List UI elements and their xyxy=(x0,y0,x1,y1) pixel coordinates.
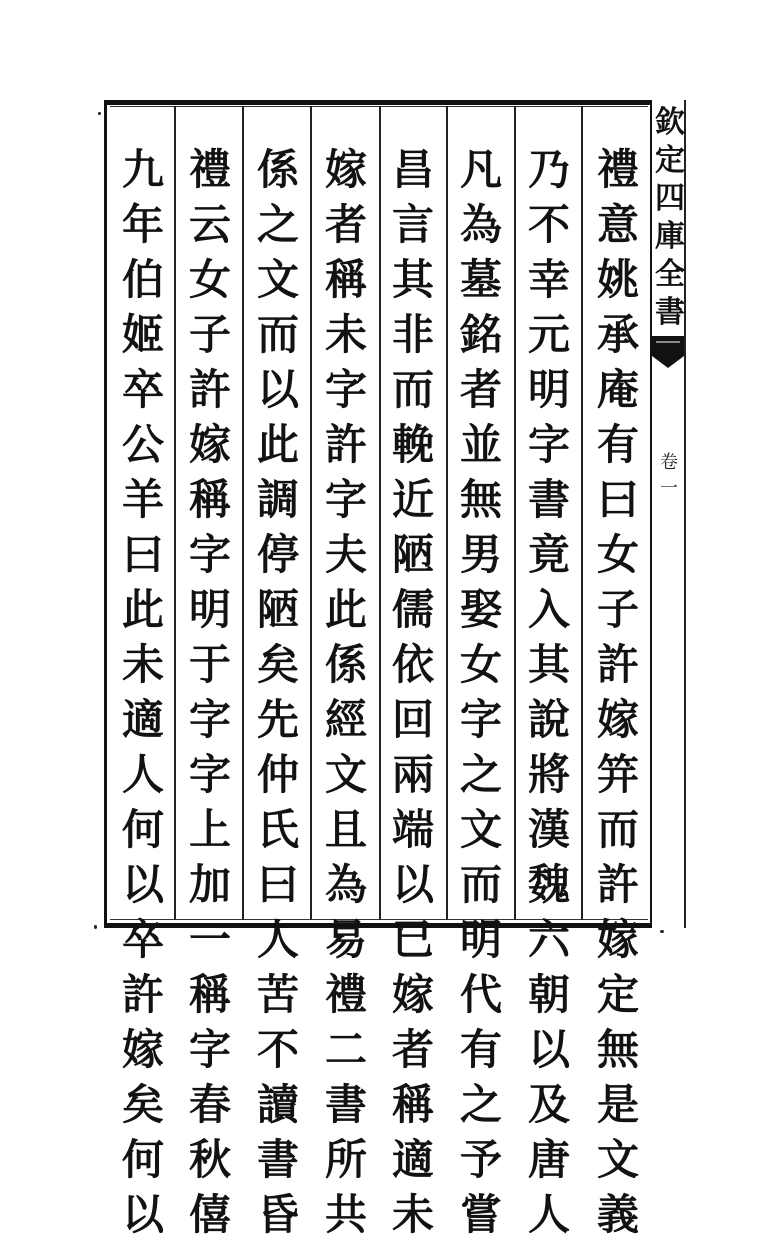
character: 文 xyxy=(596,1135,639,1184)
text-column-3 xyxy=(453,142,509,1239)
character: 字 xyxy=(188,530,231,579)
character: 陋 xyxy=(256,585,299,634)
title-character: 四 xyxy=(655,181,685,216)
character: 禮 xyxy=(324,970,367,1019)
character: 端 xyxy=(391,805,434,854)
character: 加 xyxy=(188,860,231,909)
character: 竟 xyxy=(527,530,570,579)
character: 笄 xyxy=(596,750,639,799)
character: 何 xyxy=(121,1135,164,1184)
character: 未 xyxy=(324,310,367,359)
character: 嫁 xyxy=(188,420,231,469)
character: 許 xyxy=(324,420,367,469)
character: 且 xyxy=(324,805,367,854)
title-character: 定 xyxy=(655,143,685,178)
character: 明 xyxy=(188,585,231,634)
character: 字 xyxy=(527,420,570,469)
character: 嫁 xyxy=(121,1025,164,1074)
character: 字 xyxy=(188,695,231,744)
character: 非 xyxy=(391,310,434,359)
character: 之 xyxy=(256,200,299,249)
character: 氏 xyxy=(256,805,299,854)
character: 易 xyxy=(324,915,367,964)
character: 矣 xyxy=(256,640,299,689)
character: 稱 xyxy=(188,475,231,524)
character: 讀 xyxy=(256,1080,299,1129)
character: 近 xyxy=(391,475,434,524)
character: 銘 xyxy=(459,310,502,359)
character: 文 xyxy=(256,255,299,304)
character: 停 xyxy=(256,530,299,579)
character: 姚 xyxy=(596,255,639,304)
character: 之 xyxy=(459,750,502,799)
column-rule xyxy=(174,106,176,920)
character: 許 xyxy=(596,640,639,689)
character: 嫁 xyxy=(596,695,639,744)
character: 書 xyxy=(256,1135,299,1184)
character: 女 xyxy=(596,530,639,579)
character: 上 xyxy=(188,805,231,854)
character: 卒 xyxy=(121,915,164,964)
character: 男 xyxy=(459,530,502,579)
character: 者 xyxy=(391,1025,434,1074)
character: 書 xyxy=(324,1080,367,1129)
character: 及 xyxy=(527,1080,570,1129)
character: 字 xyxy=(188,1025,231,1074)
character: 輓 xyxy=(391,420,434,469)
character: 嫁 xyxy=(324,145,367,194)
character: 者 xyxy=(459,365,502,414)
character: 年 xyxy=(121,200,164,249)
text-column-7 xyxy=(182,142,238,1239)
text-column-1 xyxy=(590,142,646,1239)
character: 未 xyxy=(121,640,164,689)
character: 依 xyxy=(391,640,434,689)
character: 未 xyxy=(391,1190,434,1239)
character: 明 xyxy=(527,365,570,414)
character: 昌 xyxy=(391,145,434,194)
character: 嫁 xyxy=(391,970,434,1019)
ink-speck xyxy=(94,925,97,929)
character: 其 xyxy=(391,255,434,304)
character: 人 xyxy=(121,750,164,799)
character: 云 xyxy=(188,200,231,249)
text-column-6 xyxy=(250,142,306,1239)
character: 而 xyxy=(459,860,502,909)
character: 予 xyxy=(459,1135,502,1184)
character: 明 xyxy=(459,915,502,964)
character: 女 xyxy=(459,640,502,689)
character: 調 xyxy=(256,475,299,524)
character: 曰 xyxy=(256,860,299,909)
character: 有 xyxy=(459,1025,502,1074)
character: 儒 xyxy=(391,585,434,634)
character: 墓 xyxy=(459,255,502,304)
character: 字 xyxy=(459,695,502,744)
character: 適 xyxy=(121,695,164,744)
character: 乃 xyxy=(527,145,570,194)
column-rule xyxy=(514,106,516,920)
character: 稱 xyxy=(188,970,231,1019)
title-character: 全 xyxy=(655,257,685,292)
column-rule xyxy=(581,106,583,920)
character: 娶 xyxy=(459,585,502,634)
character: 許 xyxy=(188,365,231,414)
character: 入 xyxy=(527,585,570,634)
margin-book-title xyxy=(652,104,688,332)
character: 于 xyxy=(188,640,231,689)
character: 為 xyxy=(459,200,502,249)
character: 凡 xyxy=(459,145,502,194)
character: 曰 xyxy=(121,530,164,579)
character: 而 xyxy=(256,310,299,359)
character: 禮 xyxy=(188,145,231,194)
character: 以 xyxy=(256,365,299,414)
character: 禮 xyxy=(596,145,639,194)
character: 係 xyxy=(324,640,367,689)
character: 九 xyxy=(121,145,164,194)
character: 代 xyxy=(459,970,502,1019)
title-character: 書 xyxy=(655,295,685,330)
character: 是 xyxy=(596,1080,639,1129)
character: 為 xyxy=(324,860,367,909)
character: 卒 xyxy=(121,365,164,414)
character: 嫁 xyxy=(596,915,639,964)
character: 文 xyxy=(459,805,502,854)
character: 此 xyxy=(324,585,367,634)
character: 漢 xyxy=(527,805,570,854)
character: 有 xyxy=(596,420,639,469)
fishtail-mark-icon xyxy=(652,334,684,374)
character: 夫 xyxy=(324,530,367,579)
character: 文 xyxy=(324,750,367,799)
title-character: 欽 xyxy=(655,105,685,140)
character: 昏 xyxy=(256,1190,299,1239)
character: 已 xyxy=(391,915,434,964)
ink-speck xyxy=(98,112,101,115)
character: 字 xyxy=(324,475,367,524)
character: 並 xyxy=(459,420,502,469)
character: 子 xyxy=(188,310,231,359)
character: 矣 xyxy=(121,1080,164,1129)
character: 係 xyxy=(256,145,299,194)
character: 先 xyxy=(256,695,299,744)
character: 無 xyxy=(459,475,502,524)
character: 曰 xyxy=(596,475,639,524)
character: 伯 xyxy=(121,255,164,304)
text-column-8 xyxy=(115,142,171,1239)
character: 苦 xyxy=(256,970,299,1019)
column-rule xyxy=(379,106,381,920)
character: 女 xyxy=(188,255,231,304)
character: 許 xyxy=(121,970,164,1019)
text-column-2 xyxy=(521,142,577,1239)
character: 秋 xyxy=(188,1135,231,1184)
margin-volume xyxy=(654,450,684,502)
character: 公 xyxy=(121,420,164,469)
character: 無 xyxy=(596,1025,639,1074)
character: 元 xyxy=(527,310,570,359)
character: 人 xyxy=(256,915,299,964)
character: 庵 xyxy=(596,365,639,414)
ink-speck xyxy=(660,930,664,933)
character: 嘗 xyxy=(459,1190,502,1239)
column-rule xyxy=(446,106,448,920)
character: 何 xyxy=(121,805,164,854)
character: 一 xyxy=(188,915,231,964)
character: 子 xyxy=(596,585,639,634)
character: 許 xyxy=(596,860,639,909)
character: 以 xyxy=(527,1025,570,1074)
character: 朝 xyxy=(527,970,570,1019)
character: 稱 xyxy=(324,255,367,304)
character: 陋 xyxy=(391,530,434,579)
column-rule xyxy=(242,106,244,920)
character: 以 xyxy=(121,860,164,909)
character: 而 xyxy=(596,805,639,854)
character: 姬 xyxy=(121,310,164,359)
character: 以 xyxy=(121,1190,164,1239)
character: 人 xyxy=(527,1190,570,1239)
character: 字 xyxy=(324,365,367,414)
character: 經 xyxy=(324,695,367,744)
character: 適 xyxy=(391,1135,434,1184)
character: 以 xyxy=(391,860,434,909)
character: 其 xyxy=(527,640,570,689)
character: 春 xyxy=(188,1080,231,1129)
character: 承 xyxy=(596,310,639,359)
character: 書 xyxy=(527,475,570,524)
character: 意 xyxy=(596,200,639,249)
character: 將 xyxy=(527,750,570,799)
character: 之 xyxy=(459,1080,502,1129)
character: 而 xyxy=(391,365,434,414)
character: 所 xyxy=(324,1135,367,1184)
character: 唐 xyxy=(527,1135,570,1184)
character: 不 xyxy=(256,1025,299,1074)
character: 僖 xyxy=(188,1190,231,1239)
column-rule xyxy=(310,106,312,920)
character: 回 xyxy=(391,695,434,744)
volume-character: 卷 xyxy=(660,452,678,473)
character: 羊 xyxy=(121,475,164,524)
character: 此 xyxy=(121,585,164,634)
character: 定 xyxy=(596,970,639,1019)
character: 言 xyxy=(391,200,434,249)
character: 說 xyxy=(527,695,570,744)
text-column-5 xyxy=(318,142,374,1239)
character: 稱 xyxy=(391,1080,434,1129)
character: 不 xyxy=(527,200,570,249)
volume-character: 一 xyxy=(660,478,678,499)
character: 幸 xyxy=(527,255,570,304)
character: 此 xyxy=(256,420,299,469)
character: 二 xyxy=(324,1025,367,1074)
character: 仲 xyxy=(256,750,299,799)
character: 者 xyxy=(324,200,367,249)
character: 六 xyxy=(527,915,570,964)
character: 義 xyxy=(596,1190,639,1239)
character: 字 xyxy=(188,750,231,799)
character: 兩 xyxy=(391,750,434,799)
character: 共 xyxy=(324,1190,367,1239)
title-character: 庫 xyxy=(655,219,685,254)
character: 魏 xyxy=(527,860,570,909)
text-column-4 xyxy=(385,142,441,1239)
